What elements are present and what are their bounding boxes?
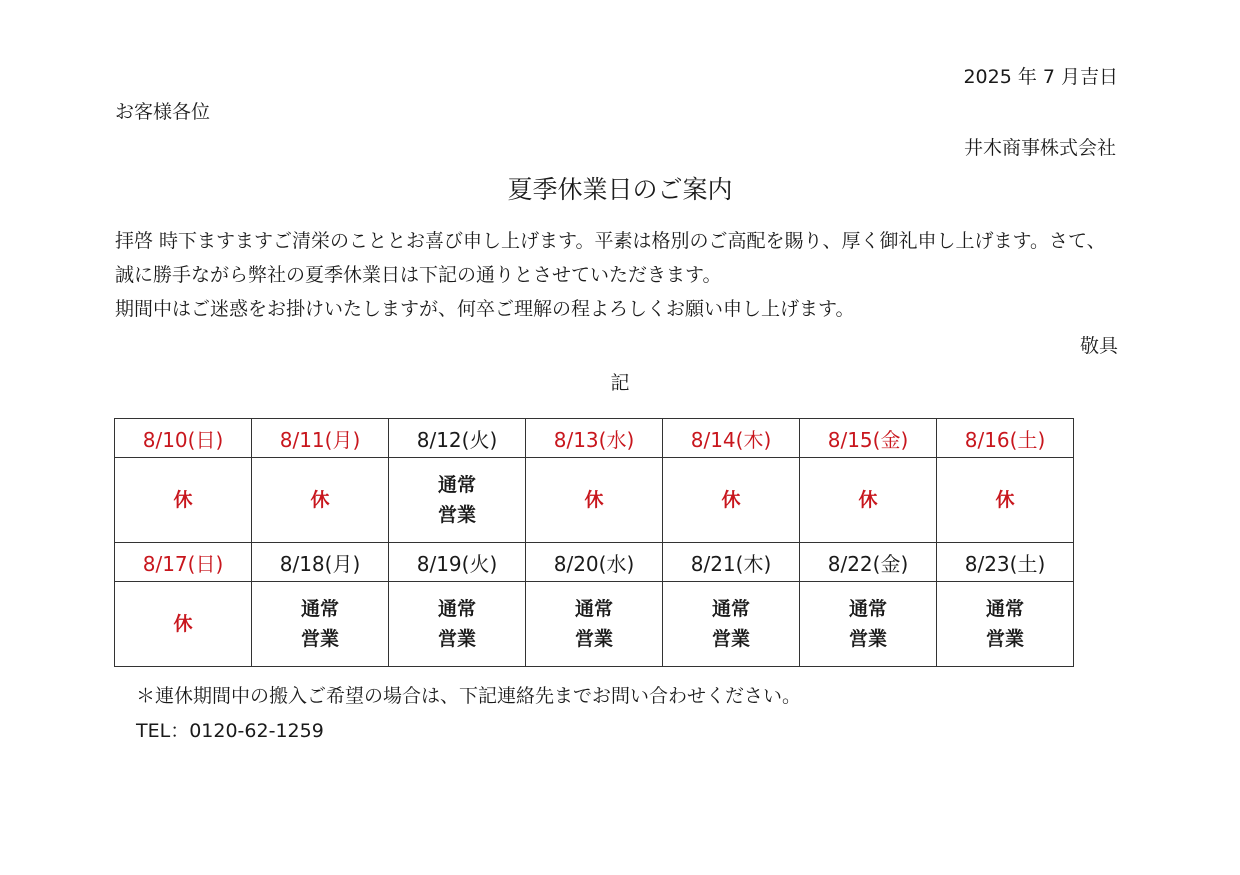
closing-word: 敬具 — [1079, 335, 1118, 357]
calendar-date-cell: 8/18(月) — [252, 543, 389, 582]
calendar-status-cell: 通常 営業 — [389, 582, 526, 667]
body-text — [115, 224, 1120, 326]
company-name: 井木商事株式会社 — [963, 137, 1116, 159]
calendar-date-cell: 8/12(火) — [389, 419, 526, 458]
holiday-calendar-table — [114, 418, 1074, 667]
calendar-status-cell: 通常 営業 — [800, 582, 937, 667]
calendar-date-cell: 8/16(土) — [937, 419, 1074, 458]
calendar-date-cell: 8/15(金) — [800, 419, 937, 458]
calendar-date-row — [115, 543, 1074, 582]
calendar-date-cell: 8/10(日) — [115, 419, 252, 458]
recipient: お客様各位 — [115, 101, 211, 123]
body-paragraph-2: 期間中はご迷惑をお掛けいたしますが、何卒ご理解の程よろしくお願い申し上げます。 — [115, 298, 855, 320]
calendar-status-cell: 通常 営業 — [526, 582, 663, 667]
calendar-status-cell: 休 — [526, 458, 663, 543]
calendar-status-cell: 通常 営業 — [663, 582, 800, 667]
calendar-status-cell: 通常 営業 — [252, 582, 389, 667]
contact-tel: TEL：0120-62-1259 — [136, 720, 324, 742]
calendar-date-cell: 8/21(木) — [663, 543, 800, 582]
ki-heading: 記 — [610, 372, 630, 394]
calendar-status-cell: 通常 営業 — [389, 458, 526, 543]
calendar-date-cell: 8/14(木) — [663, 419, 800, 458]
calendar-date-cell: 8/11(月) — [252, 419, 389, 458]
document-date: 2025 年 7 月吉日 — [963, 66, 1118, 88]
calendar-date-cell: 8/22(金) — [800, 543, 937, 582]
page-title: 夏季休業日のご案内 — [507, 175, 733, 204]
calendar-status-row — [115, 458, 1074, 543]
calendar-status-cell: 休 — [800, 458, 937, 543]
calendar-date-cell: 8/13(水) — [526, 419, 663, 458]
calendar-status-cell: 休 — [252, 458, 389, 543]
calendar-status-cell: 休 — [115, 582, 252, 667]
calendar-date-cell: 8/19(火) — [389, 543, 526, 582]
calendar-date-cell: 8/17(日) — [115, 543, 252, 582]
body-paragraph-1: 拝啓 時下ますますご清栄のこととお喜び申し上げます。平素は格別のご高配を賜り、厚く御礼申し上げます。さて、誠に勝手ながら弊社の夏季休業日は下記の通りとさせていただきます。 — [115, 230, 1106, 286]
calendar-status-cell: 休 — [937, 458, 1074, 543]
calendar-status-cell: 休 — [115, 458, 252, 543]
calendar-status-cell: 休 — [663, 458, 800, 543]
footnote: ＊連休期間中の搬入ご希望の場合は、下記連絡先までお問い合わせください。 — [136, 685, 802, 707]
calendar-date-row — [115, 419, 1074, 458]
calendar-status-cell: 通常 営業 — [937, 582, 1074, 667]
calendar-date-cell: 8/23(土) — [937, 543, 1074, 582]
calendar-date-cell: 8/20(水) — [526, 543, 663, 582]
calendar-status-row — [115, 582, 1074, 667]
